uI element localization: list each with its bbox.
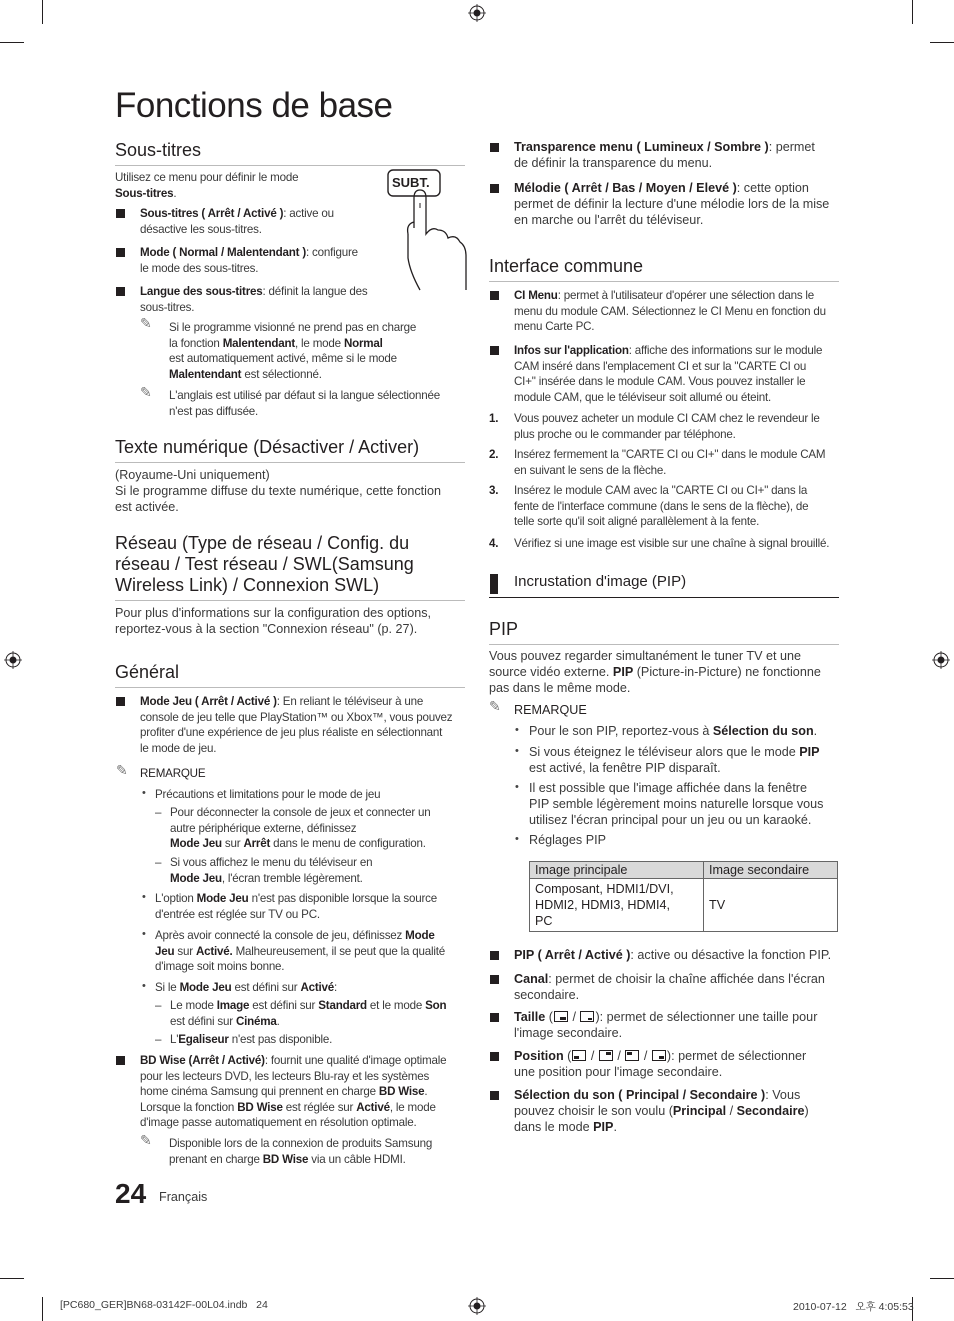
general-subnote-2: Si vous affichez le menu du téléviseur en Mode Jeu, l'écran tremble légèrement. [170,856,373,885]
sous-titres-note-2: L'anglais est utilisé par défaut si la langue sélectionnée n'est pas diffusée. [169,389,440,418]
note-pencil-icon: ✎ [116,762,128,778]
crop-mark [912,0,913,24]
bullet-square [116,248,125,257]
general-subnote-4: L'Egaliseur n'est pas disponible. [170,1033,333,1046]
bullet-square [490,1091,499,1100]
crop-mark [42,0,43,24]
pip-position-top-left-icon [625,1050,639,1061]
step-2: Insérez fermement la "CARTE CI ou CI+" dans le module CAM en suivant le sens de la flèche. [514,448,826,477]
bullet-dot: • [142,980,146,992]
infos-application-item: Infos sur l'application: affiche des informations sur le module CAM inséré dans l'emplacement CI et sur la "CARTE CI ou CI+" insérée dans le module CAM. Vous pouvez installer le module CAM, que le téléviseur soit allumé ou éteint. [514,344,823,404]
table-cell-main: Composant, HDMI1/DVI, HDMI2, HDMI3, HDMI4, PC [530,879,704,932]
bullet-square [490,1013,499,1022]
pip-note-1: Pour le son PIP, reportez-vous à Sélection du son. [529,724,818,738]
pip-item-5: Sélection du son ( Principal / Secondaire ): Vous pouvez choisir le son voulu (Principal / Secondaire) dans le mode PIP. [514,1088,809,1134]
bullet-dot: • [515,833,519,845]
bullet-dot: • [142,891,146,903]
dash: – [155,856,162,869]
sous-titres-heading: Sous-titres [115,140,465,166]
crop-mark [42,1297,43,1321]
general-note-3: Après avoir connecté la console de jeu, définissez Mode Jeu sur Activé. Malheureusement, il se peut que la qualité d'image soit moins bonne. [155,929,446,974]
pip-settings-table [529,861,838,932]
note-pencil-icon: ✎ [140,384,152,400]
section-marker [490,574,498,594]
step-4: Vérifiez si une image est visible sur une chaîne à signal brouillé. [514,537,830,550]
sous-titres-item-3: Langue des sous-titres: définit la langue des sous-titres. [140,285,368,314]
note-pencil-icon: ✎ [140,315,152,331]
bullet-dot: • [142,787,146,799]
page-language: Français [159,1190,208,1204]
bullet-dot: • [142,928,146,940]
page-number: 24 [115,1178,147,1209]
mode-jeu-item: Mode Jeu ( Arrêt / Activé ): En reliant le téléviseur à une console de jeu telle que PlayStation™ ou Xbox™, vous pouvez profiter d'une expérience de jeu plus réaliste en sélectionnant le mode de jeu. [140,695,453,755]
section-heading-pip: Incrustation d'image (PIP) [514,573,687,590]
section-rule [489,597,839,598]
table-row [530,879,838,932]
table-header: Image principale [530,862,704,879]
pip-note-3: Il est possible que l'image affichée dans la fenêtre PIP semble légèrement moins naturelle lorsque vous utilisez l'écran principal pour un jeu ou un karaoké. [529,781,824,827]
general-subnote-3: Le mode Image est défini sur Standard et le mode Son est défini sur Cinéma. [170,999,447,1028]
bullet-dot: • [515,781,519,793]
texte-numerique-body: (Royaume-Uni uniquement) Si le programme diffuse du texte numérique, cette fonction est activée. [115,468,441,514]
pip-item-2: Canal: permet de choisir la chaîne affichée dans l'écran secondaire. [514,972,825,1002]
pip-position-top-right-icon [599,1050,613,1061]
note-pencil-icon: ✎ [489,698,501,714]
sous-titres-item-1: Sous-titres ( Arrêt / Activé ): active ou désactive les sous-titres. [140,207,334,236]
bd-wise-item: BD Wise (Arrêt / Activé): fournit une qualité d'image optimale pour les lecteurs DVD, les lecteurs Blu-ray et les systèmes home cinéma Samsung qui prennent en charge BD Wise. Lorsque la fonction BD Wise est réglée sur Activé, le mode d'image passe automatiquement en résolution optimale. [140,1054,447,1130]
step-number: 2. [489,448,499,461]
remarque-label: REMARQUE [140,767,206,780]
registration-mark-icon [468,4,486,22]
registration-mark-icon [932,651,950,669]
general-note-4: Si le Mode Jeu est défini sur Activé: [155,981,338,994]
crop-mark [0,42,24,43]
step-number: 1. [489,412,499,425]
step-1: Vous pouvez acheter un module CI CAM chez le revendeur le plus proche ou le commander par téléphone. [514,412,820,441]
bullet-square [490,1052,499,1061]
bullet-square [116,287,125,296]
bullet-square [490,975,499,984]
bullet-square [490,346,499,355]
reseau-body: Pour plus d'informations sur la configuration des options, reportez-vous à la section "Connexion réseau" (p. 27). [115,606,432,636]
reseau-heading: Réseau (Type de réseau / Config. du réseau / Test réseau / SWL(Samsung Wireless Link) / Connexion SWL) [115,533,465,601]
pip-note-4: Réglages PIP [529,833,607,847]
bullet-square [116,697,125,706]
sous-titres-item-2: Mode ( Normal / Malentendant ): configure le mode des sous-titres. [140,246,358,275]
general-heading: Général [115,662,465,688]
step-number: 4. [489,537,499,550]
pip-position-bottom-right-icon [652,1050,666,1061]
note-pencil-icon: ✎ [140,1132,152,1148]
registration-mark-icon [468,1297,486,1315]
bullet-square [116,1056,125,1065]
pip-item-3: Taille ( / ): permet de sélectionner une taille pour l'image secondaire. [514,1010,818,1040]
pip-position-bottom-left-icon [572,1050,586,1061]
dash: – [155,999,162,1012]
pip-size-small-icon [554,1011,568,1022]
crop-mark [930,1278,954,1279]
bullet-dot: • [515,724,519,736]
step-number: 3. [489,484,499,497]
crop-mark [930,42,954,43]
texte-numerique-heading: Texte numérique (Désactiver / Activer) [115,437,465,463]
bullet-square [490,291,499,300]
transparence-menu-item: Transparence menu ( Lumineux / Sombre ): permet de définir la transparence du menu. [514,140,815,170]
bullet-square [490,951,499,960]
table-header-row [530,862,838,879]
interface-commune-heading: Interface commune [489,256,839,282]
pip-heading: PIP [489,619,839,645]
sous-titres-note-1: Si le programme visionné ne prend pas en charge la fonction Malentendant, le mode Normal est automatiquement activé, même si le mode Malentendant est sélectionné. [169,321,417,381]
bullet-square [490,143,499,152]
dash: – [155,806,162,819]
melodie-item: Mélodie ( Arrêt / Bas / Moyen / Elevé ): cette option permet de définir la lecture d'une mélodie lors de la mise en marche ou l'arrêt du téléviseur. [514,181,830,227]
dash: – [155,1033,162,1046]
footer-file: [PC680_GER]BN68-03142F-00L04.indb 24 [60,1299,268,1311]
general-note-1: Précautions et limitations pour le mode de jeu [155,788,381,801]
subt-button[interactable]: SUBT. [392,175,430,190]
bullet-square [490,184,499,193]
footer-date: 2010-07-12 오후 4:05:53 [793,1301,914,1313]
crop-mark [0,1278,24,1279]
pip-remarque-label: REMARQUE [514,703,587,717]
bullet-square [116,209,125,218]
pip-note-2: Si vous éteignez le téléviseur alors que le mode PIP est activé, la fenêtre PIP disparaît. [529,745,820,775]
pip-intro: Vous pouvez regarder simultanément le tuner TV et une source vidéo externe. PIP (Picture-in-Picture) ne fonctionne pas dans le même mode. [489,649,821,695]
pip-item-1: PIP ( Arrêt / Activé ): active ou désactive la fonction PIP. [514,948,832,962]
pip-size-large-icon [580,1011,594,1022]
ci-menu-item: CI Menu: permet à l'utilisateur d'opérer une sélection dans le menu du module CAM. Sélectionnez le CI Menu en fonction du menu Carte PC. [514,289,826,334]
table-header: Image secondaire [704,862,838,879]
pip-item-4: Position ( / / / ): permet de sélectionner une position pour l'image secondaire. [514,1049,807,1079]
registration-mark-icon [4,651,22,669]
sous-titres-intro: Utilisez ce menu pour définir le mode Sous-titres. [115,171,299,200]
general-subnote-1: Pour déconnecter la console de jeux et connecter un autre périphérique externe, définissez Mode Jeu sur Arrêt dans le menu de configuration. [170,806,431,851]
bullet-dot: • [515,745,519,757]
page-title: Fonctions de base [115,86,393,125]
table-cell-secondary: TV [704,879,838,932]
bd-wise-note: Disponible lors de la connexion de produits Samsung prenant en charge BD Wise via un câble HDMI. [169,1137,433,1166]
general-note-2: L'option Mode Jeu n'est pas disponible lorsque la source d'entrée est réglée sur TV ou PC. [155,892,437,921]
step-3: Insérez le module CAM avec la "CARTE CI ou CI+" dans la fente de l'interface commune (dans le sens de la flèche), de telle sorte qu'il soit aligné parallèlement à la fente. [514,484,809,529]
